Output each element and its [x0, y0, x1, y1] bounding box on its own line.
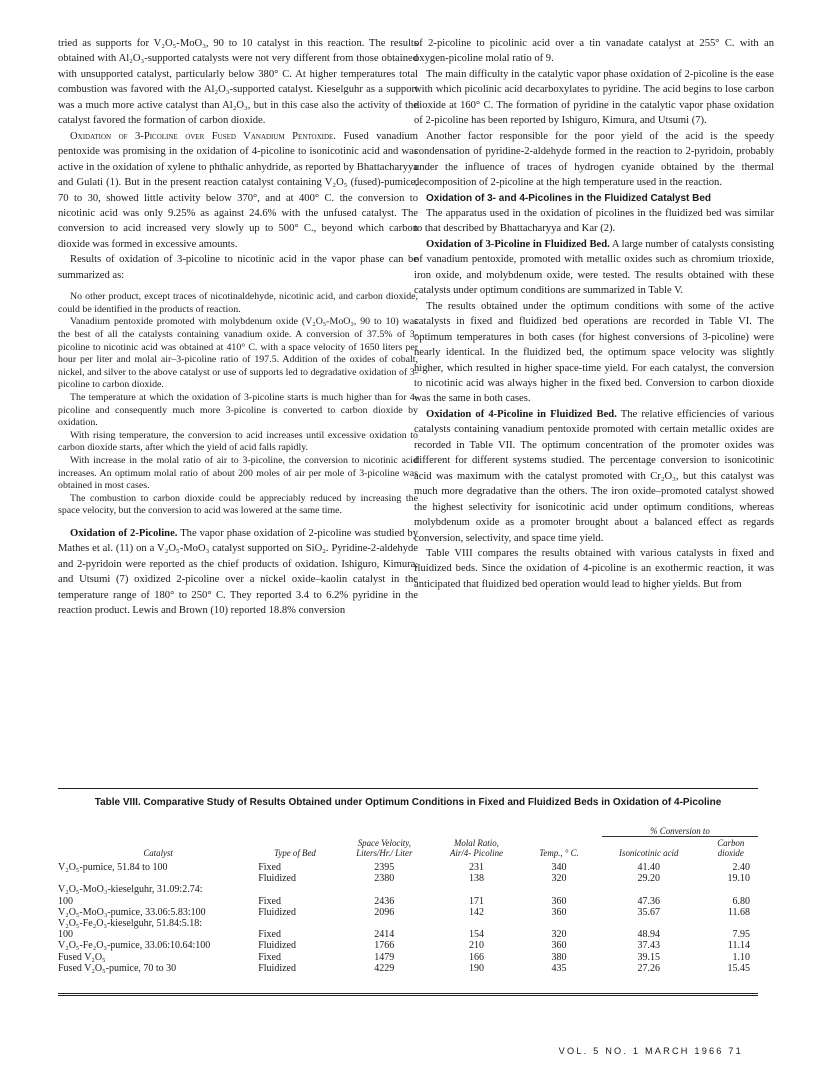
table-row [58, 929, 758, 940]
paragraph-text: The vapor phase oxidation of 2-picoline was studied by Mathes et al. (11) on a V₂O₅-MoO₃ catalyst supported on SiO₂. Pyridine-2-aldehyde and 2-pyridoin were reported as the chief products of oxidation. Ishiguro, Kimura, and Utsumi (7) oxidized 2-picoline over a nickel oxide–kaolin catalyst in the temperature range of 180° to 250° C. They reported 3.4 to 6.2% pyridine in the reaction product. Lewis and Brown (10) reported 18.8% conversion [58, 527, 418, 617]
cell-temp: 340 [551, 862, 567, 873]
paragraph: The main difficulty in the catalytic vapor phase oxidation of 2-picoline is the ease with which picolinic acid decarboxylates to pyridine. The acid begins to lose carbon dioxide at 160° C. The formation of pyridine in the catalytic vapor phase oxidation of 2-picoline has been reported by Ishiguro, Kimura, and Utsumi (7). [414, 68, 774, 127]
cell-isonicotinic: 29.20 [637, 873, 660, 885]
cell-molal-ratio: 138 [468, 873, 484, 885]
table-row [58, 940, 758, 951]
run-in-heading: Oxidation of 3-Picoline over Fused Vanadium Pentoxide. [70, 130, 336, 142]
cell-carbon-dioxide: 1.10 [732, 951, 750, 963]
cell-molal-ratio [437, 918, 516, 929]
cell-isonicotinic: 48.94 [637, 929, 660, 941]
cell-carbon-dioxide: 11.68 [727, 906, 750, 918]
cell-temp: 380 [551, 951, 567, 963]
paragraph: Another factor responsible for the poor yield of the acid is the speedy condensation of pyridine-2-aldehyde formed in the reaction to 2-pyridoin, probably under the influence of traces of hydrogen cyanide obtained by the thermal decomposition of 2-picoline at the high temperature used in the reaction. [414, 130, 774, 189]
cell-type-of-bed [258, 884, 332, 895]
run-in-heading: Oxidation of 3-Picoline in Fluidized Bed. [426, 238, 610, 250]
summary-item: The temperature at which the oxidation of 3-picoline starts is much higher than for 4-picoline and consequently much more 3-picoline is converted to carbon dioxide by oxidation. [58, 392, 418, 429]
col-header-type: Type of Bed [274, 848, 316, 858]
cell-carbon-dioxide: 2.40 [732, 862, 750, 873]
cell-type-of-bed: Fluidized [258, 940, 296, 952]
cell-isonicotinic [602, 884, 696, 895]
cell-isonicotinic: 47.36 [637, 895, 660, 907]
paragraph: tried as supports for V₂O₅-MoO₃, 90 to 10 catalyst in this reaction. The results obtained with Al₂O₃-supported catalysts were not very different from those obtained with unsupported catalyst, particularly below 380° C. At higher temperatures total combustion was favored with the Al₂O₃-supported catalyst. Kieselguhr as a support was a much more active catalyst than Al₂O₃, but in this case also the activity of the catalyst favored the formation of carbon dioxide. [58, 38, 418, 127]
cell-catalyst: 100 [58, 895, 73, 907]
summary-item: With rising temperature, the conversion to acid increases until excessive oxidation to carbon dioxide starts, after which the yield of acid falls rapidly. [58, 429, 418, 454]
cell-carbon-dioxide [696, 884, 758, 895]
table-row [58, 963, 758, 974]
section-heading: Oxidation of 3- and 4-Picolines in the Fluidized Catalyst Bed [426, 192, 712, 204]
summary-item: No other product, except traces of nicotinaldehyde, nicotinic acid, and carbon dioxide, could be identified in the products of reaction. [58, 291, 418, 315]
cell-carbon-dioxide: 19.10 [727, 873, 750, 885]
cell-type-of-bed: Fixed [258, 929, 281, 941]
paragraph-text: The relative efficiencies of various catalysts containing vanadium pentoxide promoted with certain metallic oxides are recorded in Table VII. The optimum concentration of the promoter oxides was different for different systems studied. The percentage conversion to isonicotinic acid was maximum with the catalyst promoted with Cr₂O₃, but this catalyst was much more degradative than the others. The iron oxide–promoted catalyst showed the highest selectivity for isonicotinic acid under optimum conditions, whereas molybdenum oxide as a promoter brought about a balanced effect as regards conversion, selectivity, and space time yield. [414, 408, 774, 544]
cell-type-of-bed: Fluidized [258, 962, 296, 974]
cell-catalyst: V₂O₅-MoO₃-kieselguhr, 31.09:2.74: [58, 884, 203, 896]
left-column [58, 36, 418, 619]
cell-temp: 320 [551, 929, 567, 941]
cell-isonicotinic: 39.15 [637, 951, 660, 963]
col-header-catalyst: Catalyst [143, 848, 173, 858]
col-header-molal-ratio: Molal Ratio, Air/4- Picoline [449, 838, 503, 858]
paragraph: Results of oxidation of 3-picoline to nicotinic acid in the vapor phase can be summarized as: [58, 254, 418, 281]
cell-catalyst: V₂O₅-Fe₂O₃-pumice, 33.06:10.64:100 [58, 940, 211, 952]
paragraph [414, 237, 774, 299]
cell-type-of-bed: Fixed [258, 862, 281, 873]
cell-space-velocity: 2395 [374, 862, 395, 873]
table-top-rule [58, 788, 758, 789]
cell-molal-ratio: 154 [468, 929, 484, 941]
col-header-temp: Temp., ° C. [539, 848, 579, 858]
paragraph: Table VIII compares the results obtained with various catalysts in fixed and fluidized beds. Since the oxidation of 4-picoline is an exothermic reaction, it was anticipated that fluidized bed operation would lead to higher yields. But from [414, 547, 774, 590]
cell-type-of-bed: Fixed [258, 895, 281, 907]
cell-isonicotinic: 27.26 [637, 962, 660, 974]
data-table [58, 826, 758, 974]
table-row [58, 896, 758, 907]
cell-temp: 435 [551, 962, 567, 974]
cell-molal-ratio [437, 884, 516, 895]
cell-carbon-dioxide: 6.80 [732, 895, 750, 907]
cell-isonicotinic [602, 918, 696, 929]
right-column [414, 36, 774, 592]
cell-space-velocity: 2436 [374, 895, 395, 907]
cell-molal-ratio: 190 [468, 962, 484, 974]
cell-space-velocity [332, 884, 437, 895]
cell-isonicotinic: 35.67 [637, 906, 660, 918]
summary-item: The combustion to carbon dioxide could be appreciably reduced by increasing the space velocity, but the conversion to acid was lowered at the same time. [58, 492, 418, 517]
cell-carbon-dioxide [696, 918, 758, 929]
paragraph [414, 407, 774, 546]
cell-space-velocity: 4229 [374, 962, 395, 974]
col-header-conversion: % Conversion to [602, 826, 758, 837]
paragraph: of 2-picoline to picolinic acid over a tin vanadate catalyst at 255° C. with an oxygen-picoline molal ratio of 9. [414, 38, 774, 65]
cell-catalyst: Fused V₂O₅-pumice, 70 to 30 [58, 962, 177, 974]
cell-catalyst: V₂O₅-MoO₃-pumice, 33.06:5.83:100 [58, 906, 206, 918]
paragraph: The results obtained under the optimum conditions with some of the active catalysts in fixed and fluidized bed operations are recorded in Table VI. The optimum temperatures in both cases (for highest conversions of 3-picoline) were nearly identical. In the fluidized bed, the optimum space velocity was slightly higher, which resulted in higher space-time yield. For each catalyst, the conversion to nicotinic acid was always higher in the fixed bed. Conversion to carbon dioxide was the same in both cases. [414, 300, 774, 405]
cell-molal-ratio: 210 [468, 940, 484, 952]
cell-catalyst: Fused V₂O₅ [58, 951, 106, 963]
paragraph-text: A large number of catalysts consisting of vanadium pentoxide, promoted with metallic oxides such as chromium trioxide, iron oxide, and molybdenum oxide, were tested. The results obtained with these catalysts under optimum conditions are summarized in Table V. [414, 238, 775, 297]
cell-molal-ratio: 166 [468, 951, 484, 963]
table-bottom-rule-2 [58, 995, 758, 996]
cell-catalyst: V₂O₅-Fe₂O₃-kieselguhr, 51.84:5.18: [58, 918, 203, 930]
paragraph: The apparatus used in the oxidation of picolines in the fluidized bed was similar to that described by Bhattacharyya and Kar (2). [414, 207, 774, 235]
table-row [58, 873, 758, 884]
cell-carbon-dioxide: 11.14 [727, 940, 750, 952]
cell-space-velocity: 2414 [374, 929, 395, 941]
table-caption: Table VIII. Comparative Study of Results Obtained under Optimum Conditions in Fixed and Fluidized Beds in Oxidation of 4-Picoline [94, 797, 722, 808]
cell-catalyst [58, 873, 258, 884]
col-header-isonicotinic: Isonicotinic acid [619, 848, 679, 858]
cell-catalyst: 100 [58, 929, 73, 941]
cell-temp [516, 884, 602, 895]
cell-temp: 360 [551, 906, 567, 918]
cell-space-velocity [332, 918, 437, 929]
cell-space-velocity: 1479 [374, 951, 395, 963]
cell-space-velocity: 1766 [374, 940, 395, 952]
cell-catalyst: V₂O₅-pumice, 51.84 to 100 [58, 862, 168, 873]
cell-temp: 320 [551, 873, 567, 885]
summary-item: Vanadium pentoxide promoted with molybdenum oxide (V₂O₅-MoO₃, 90 to 10) was the best of all the catalysts containing vanadium oxide. A conversion of 37.5% of 3-picoline to nicotinic acid was obtained at 410° C. with a space velocity of 1650 liters per hour per liter and molal air–3-picoline ratio of 197.5. Addition of the oxides of cobalt, nickel, and silver to the above catalyst or use of supports led to degradative oxidation of 3-picoline to carbon dioxide. [58, 316, 418, 391]
paragraph [58, 129, 418, 253]
cell-carbon-dioxide: 7.95 [732, 929, 750, 941]
page-footer: VOL. 5 NO. 1 MARCH 1966 71 [558, 1046, 743, 1056]
table-row [58, 907, 758, 918]
cell-isonicotinic: 41.40 [637, 862, 660, 873]
cell-isonicotinic: 37.43 [637, 940, 660, 952]
cell-type-of-bed: Fixed [258, 951, 281, 963]
cell-space-velocity: 2096 [374, 906, 395, 918]
cell-carbon-dioxide: 15.45 [727, 962, 750, 974]
cell-molal-ratio: 142 [468, 906, 484, 918]
cell-molal-ratio: 231 [468, 862, 484, 873]
col-header-space-velocity: Space Velocity, Liters/Hr./ Liter [356, 838, 413, 858]
cell-molal-ratio: 171 [468, 895, 484, 907]
table-row [58, 952, 758, 963]
table-bottom-rule [58, 993, 758, 994]
cell-space-velocity: 2380 [374, 873, 395, 885]
summary-item: With increase in the molal ratio of air to 3-picoline, the conversion to nicotinic acid increases. An optimum molal ratio of about 200 moles of air per mole of 3-picoline was obtained in most cases. [58, 454, 418, 492]
run-in-heading: Oxidation of 4-Picoline in Fluidized Bed. [426, 408, 617, 420]
paragraph-text: Fused vanadium pentoxide was promising in the oxidation of 4-picoline to isonicotinic acid and was active in the oxidation of xylene to phthalic anhydride, as reported by Bhattacharyya and Gulati (1). But in the present reaction catalyst containing V₂O₅ (fused)-pumice, 70 to 30, showed little activity below 370°, and at 400° C. the conversion to nicotinic acid was only 9.25% as against 24.6% with the unfused catalyst. The conversion to acid increased very slowly up to 500° C., beyond which carbon dioxide was formed in excessive amounts. [58, 130, 419, 250]
table-row [58, 918, 758, 929]
cell-type-of-bed [258, 918, 332, 929]
run-in-heading: Oxidation of 2-Picoline. [70, 527, 178, 539]
cell-type-of-bed: Fluidized [258, 873, 296, 885]
cell-type-of-bed: Fluidized [258, 906, 296, 918]
table-row [58, 862, 758, 873]
table-row [58, 884, 758, 895]
cell-temp: 360 [551, 895, 567, 907]
col-header-carbon-dioxide: Carbon dioxide [717, 838, 745, 858]
paragraph [58, 526, 418, 619]
cell-temp: 360 [551, 940, 567, 952]
cell-temp [516, 918, 602, 929]
